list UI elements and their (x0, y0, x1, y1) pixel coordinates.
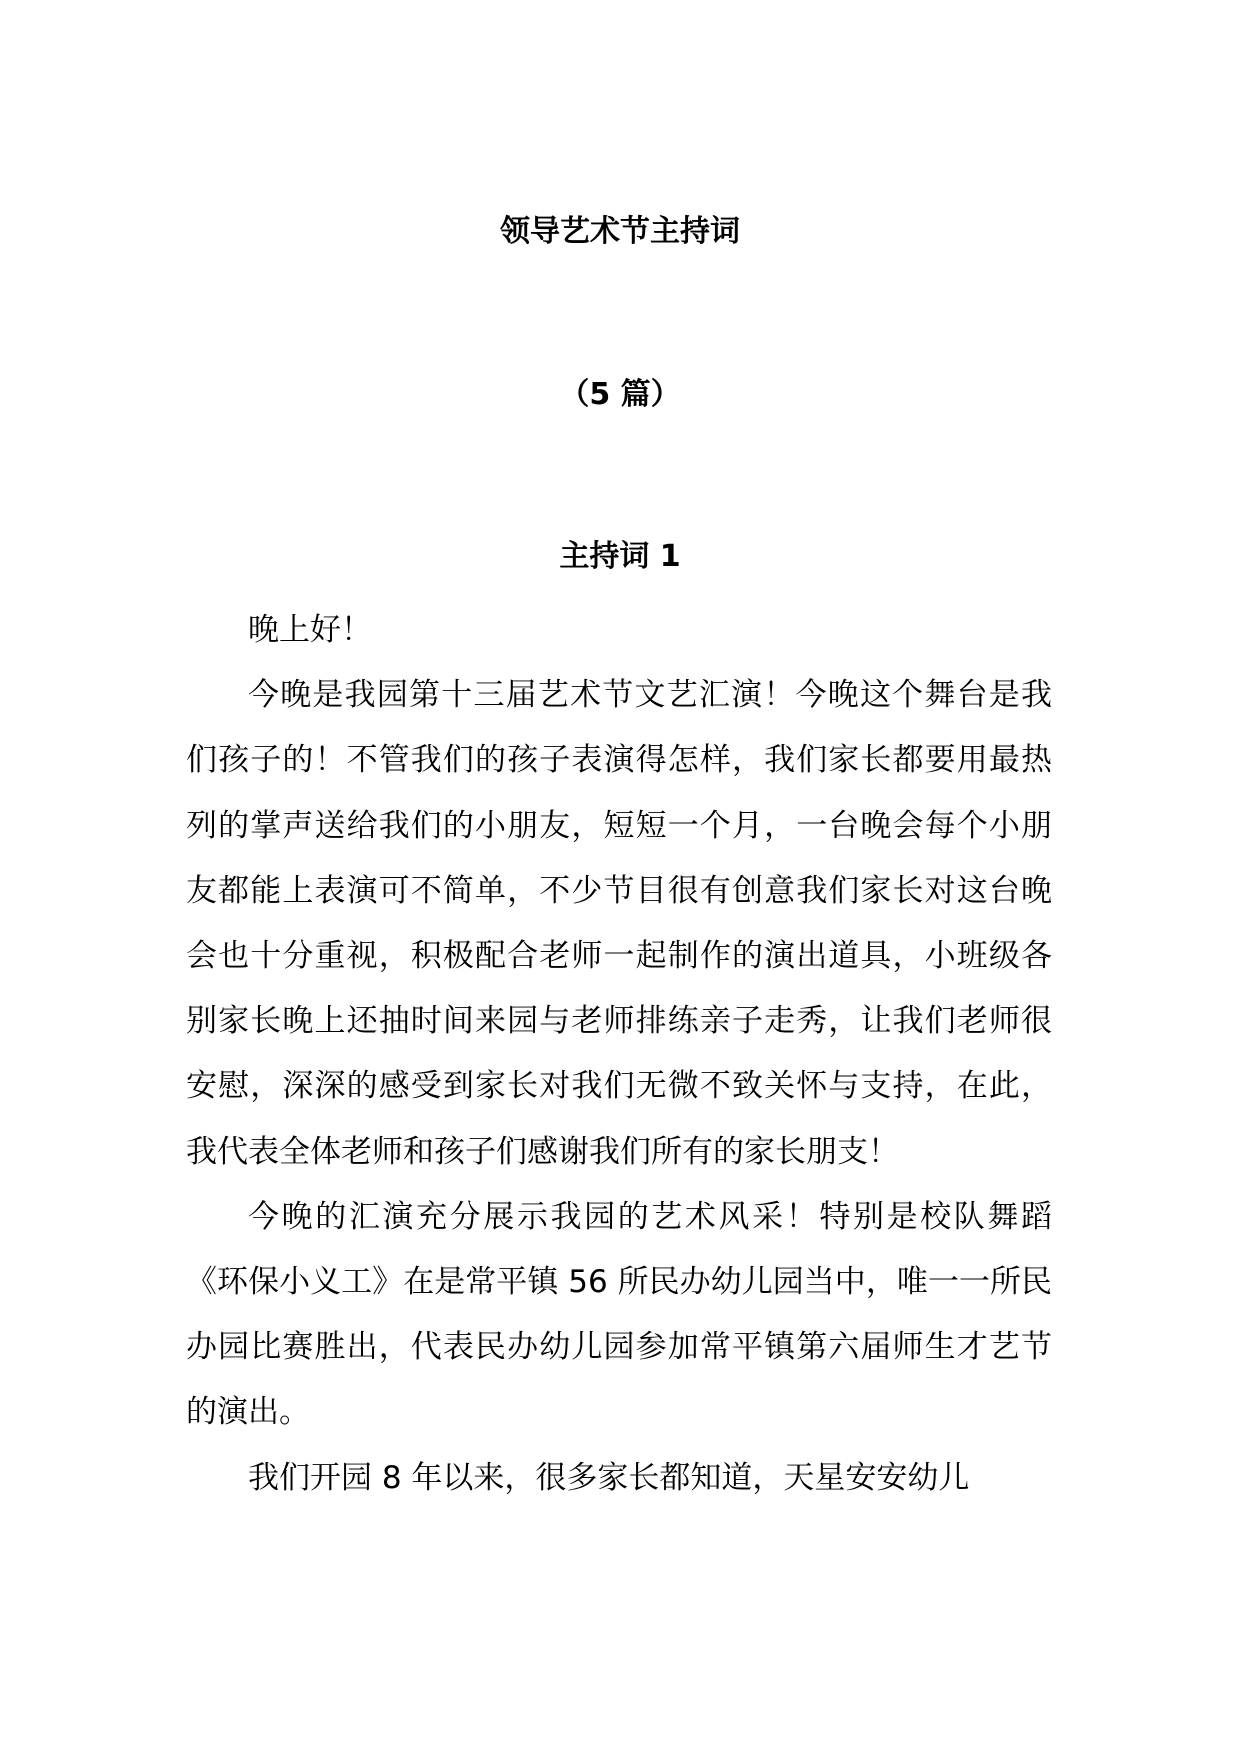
section-heading: 主持词 1 (559, 539, 681, 574)
document-subtitle: （5 篇） (559, 377, 681, 412)
document-title: 领导艺术节主持词 (500, 214, 740, 249)
document-body (186, 598, 1052, 1511)
paragraph-greeting: 晚上好！ (248, 612, 372, 648)
paragraph-performance: 今晚的汇演充分展示我园的艺术风采！特别是校队舞蹈《环保小义工》在是常平镇 56 所民办幼儿园当中，唯一一所民办园比赛胜出，代表民办幼儿园参加常平镇第六届师生才艺节的演出。 (186, 1198, 1052, 1431)
paragraph-opening: 今晚是我园第十三届艺术节文艺汇演！今晚这个舞台是我们孩子的！不管我们的孩子表演得怎样，我们家长都要用最热列的掌声送给我们的小朋友，短短一个月，一台晚会每个小朋友都能上表演可不简单，不少节目很有创意我们家长对这台晚会也十分重视，积极配合老师一起制作的演出道具，小班级各别家长晚上还抽时间来园与老师排练亲子走秀，让我们老师很安慰，深深的感受到家长对我们无微不致关怀与支持，在此，我代表全体老师和孩子们感谢我们所有的家长朋支！ (186, 677, 1052, 1170)
paragraph-history: 我们开园 8 年以来，很多家长都知道，天星安安幼儿 (248, 1459, 970, 1496)
